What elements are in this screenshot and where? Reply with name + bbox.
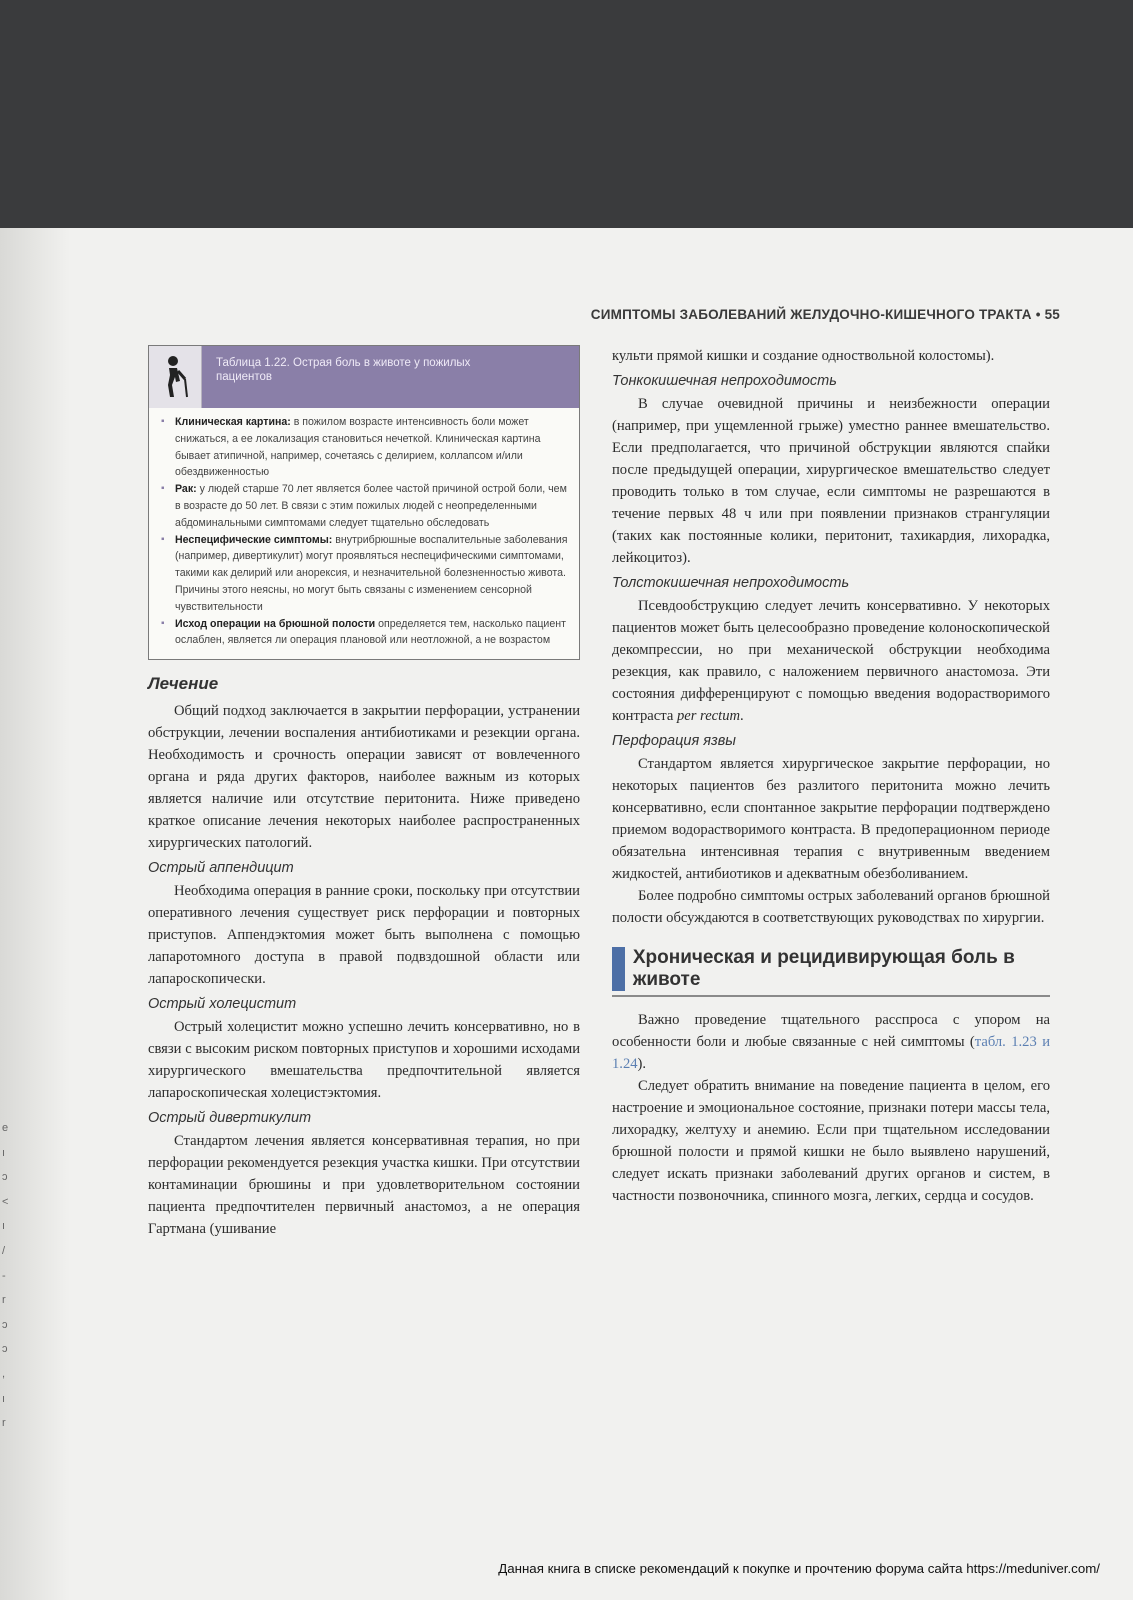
running-header <box>500 307 1060 322</box>
scan-dark-background <box>0 0 1133 228</box>
margin-mark: , <box>2 1367 6 1380</box>
table-1-22 <box>148 345 580 660</box>
margin-mark: ɔ <box>2 1171 8 1184</box>
page-gutter-shadow <box>0 228 70 1600</box>
chronic-para-2: Следует обратить внимание на поведение пациента в целом, его настроение и эмоциональное состояние, признаки потери массы тела, лихорадку, желтуху и анемию. Если при тщательном исследовании брюшной полости и прямой кишки не было выявлено нарушений, следует искать признаки заболеваний других органов и систем, в частности позвоночника, спинного мозга, легких, сердца и сосудов. <box>612 1078 1050 1204</box>
small-bowel-text: В случае очевидной причины и неизбежности операции (например, при ущемленной грыже) уместно раннее вмешательство. Если предполагается, что причиной обструкции являются спайки после предыдущей операции, хирургическое вмешательство следует проводить только в том случае, если симптомы не разрешаются в течение первых 48 ч или при появлении признаков странгуляции (таких как постоянные колики, перитонит, тахикардия, лихорадка, лейкоцитоз). <box>612 396 1050 566</box>
table-item <box>159 616 569 650</box>
table-title <box>202 346 579 408</box>
table-item <box>159 414 569 481</box>
item-label: Неспецифические симптомы: <box>175 533 333 546</box>
table-item <box>159 481 569 531</box>
perforation-text-2: Более подробно симптомы острых заболеваний органов брюшной полости обсуждаются в соответствующих руководствах по хирургии. <box>612 888 1050 926</box>
item-text: определяется тем, насколько пациент ослаблен, является ли операция плановой или неотложной, а не возрастом <box>175 617 566 647</box>
subheading-diverticulitis: Острый дивертикулит <box>148 1110 312 1127</box>
left-column <box>148 345 580 1240</box>
margin-mark: r <box>2 1294 6 1307</box>
margin-mark: ı <box>2 1146 6 1159</box>
large-bowel-text <box>612 595 1050 727</box>
subheading-appendicitis: Острый аппендицит <box>148 860 294 877</box>
page-number: 55 <box>1044 307 1060 322</box>
subheading-cholecystitis: Острый холецистит <box>148 996 297 1013</box>
heading-accent-bar <box>612 947 625 991</box>
per-rectum: per rectum <box>676 708 741 724</box>
para1-text-b: ). <box>637 1056 647 1072</box>
subheading-ulcer-perforation: Перфорация язвы <box>612 733 736 749</box>
table-reference-link[interactable]: табл. 1.23 и 1.24 <box>612 1034 1051 1072</box>
treatment-intro: Общий подход заключается в закрытии перфорации, устранении обструкции, лечении воспаления антибиотиками и резекции органа. Необходимость и срочность операции зависят от вовлеченного органа и ряда других факторов, наиболее важным из которых является наличие или отсутствие перитонита. Ниже приведено краткое описание лечения некоторых наиболее распространенных хирургических патологий. <box>148 703 580 852</box>
section-title-treatment: Лечение <box>148 674 219 694</box>
diverticulitis-text: Стандартом лечения является консервативная терапия, но при перфорации рекомендуется резекция участка кишки. При отсутствии контаминации брюшины и при удовлетворительном состоянии пациента предпочтителен первичный анастомоз, а не операция Гартмана (ушивание <box>148 1133 580 1238</box>
margin-marks <box>2 1116 8 1436</box>
large-bowel-text-b: . <box>740 708 744 724</box>
table-body <box>149 408 579 659</box>
heading-text: Хроническая и рецидивирующая боль в животе <box>632 947 1015 990</box>
subheading-small-bowel-obstruction: Тонкокишечная непроходимость <box>612 373 837 389</box>
margin-mark: ı <box>2 1220 6 1233</box>
margin-mark: - <box>2 1269 6 1282</box>
item-text: у людей старше 70 лет является более частой причиной острой боли, чем в возрасте до 50 лет. В связи с этим пожилых людей с неопределенными абдоминальными симптомами следует тщательно обследовать <box>175 483 567 529</box>
header-separator: • <box>1035 307 1041 322</box>
elderly-person-icon <box>149 346 202 408</box>
margin-mark: r <box>2 1417 6 1430</box>
para1-text-a: Важно проведение тщательного расспроса с упором на особенности боли и любые связанные с ней симптомы ( <box>612 1012 1050 1050</box>
table-title-line1: Таблица 1.22. Острая боль в животе у пожилых <box>216 357 471 369</box>
margin-mark: ɔ <box>2 1343 8 1356</box>
margin-mark: / <box>2 1244 6 1257</box>
table-header <box>149 346 579 408</box>
cholecystitis-text: Острый холецистит можно успешно лечить консервативно, но в связи с высоким риском повторных приступов и хорошими исходами хирургического вмешательства предпочтительной является лапароскопическая холецистэктомия. <box>148 1019 580 1102</box>
right-column <box>612 345 1050 1207</box>
item-label: Исход операции на брюшной полости <box>175 617 376 630</box>
appendicitis-text: Необходима операция в ранние сроки, поскольку при отсутствии оперативного лечения существует риск перфорации и повторных приступов. Аппендэктомия может быть выполнена с помощью лапаротомного доступа в правой подвздошной области или лапароскопически. <box>148 883 580 988</box>
item-text: внутрибрюшные воспалительные заболевания (например, дивертикулит) могут проявляться неспецифическими симптомами, такими как делирий или анорексия, и незначительной болезненностью живота. Причины этого неясны, но могут быть связаны с изменением сенсорной чувствительности <box>175 533 568 613</box>
margin-mark: ı <box>2 1392 6 1405</box>
item-label: Рак: <box>175 483 197 496</box>
running-title: СИМПТОМЫ ЗАБОЛЕВАНИЙ ЖЕЛУДОЧНО-КИШЕЧНОГО ТРАКТА <box>590 307 1032 322</box>
subheading-large-bowel-obstruction: Толстокишечная непроходимость <box>612 575 850 591</box>
continuation-text: культи прямой кишки и создание одноствольной колостомы). <box>612 348 995 364</box>
table-title-line2: пациентов <box>216 371 273 383</box>
table-item <box>159 532 569 616</box>
margin-mark: ɔ <box>2 1318 8 1331</box>
chronic-para-1 <box>612 1009 1050 1075</box>
margin-mark: < <box>2 1195 9 1208</box>
footer-note: Данная книга в списке рекомендаций к покупке и прочтению форума сайта https://meduniver.com/ <box>498 1561 1100 1576</box>
chronic-pain-heading <box>612 947 1050 997</box>
item-label: Клиническая картина: <box>175 416 291 428</box>
margin-mark: e <box>2 1122 9 1134</box>
perforation-text: Стандартом является хирургическое закрытие перфорации, но некоторых пациентов без разлитого перитонита можно лечить консервативно, если спонтанное закрытие перфорации подтверждено приемом водорастворимого контраста. В предоперационном периоде обязательна интенсивная терапия с внутривенным введением жидкостей, антибиотиков и адекватным обезболиванием. <box>612 756 1050 882</box>
large-bowel-text-a: Псевдообструкцию следует лечить консервативно. У некоторых пациентов может быть целесообразно проведение колоноскопической декомпрессии, но при механической обструкции необходима резекция, как правило, с наложением первичного анастомоза. Эти состояния дифференцируют с помощью введения водорастворимого контраста <box>612 598 1050 724</box>
item-text: в пожилом возрасте интенсивность боли может снижаться, а ее локализация становиться нечеткой. Клиническая картина бывает атипичной, например, сочетаясь с делирием, коллапсом и/или обездвиженностью <box>175 416 541 479</box>
